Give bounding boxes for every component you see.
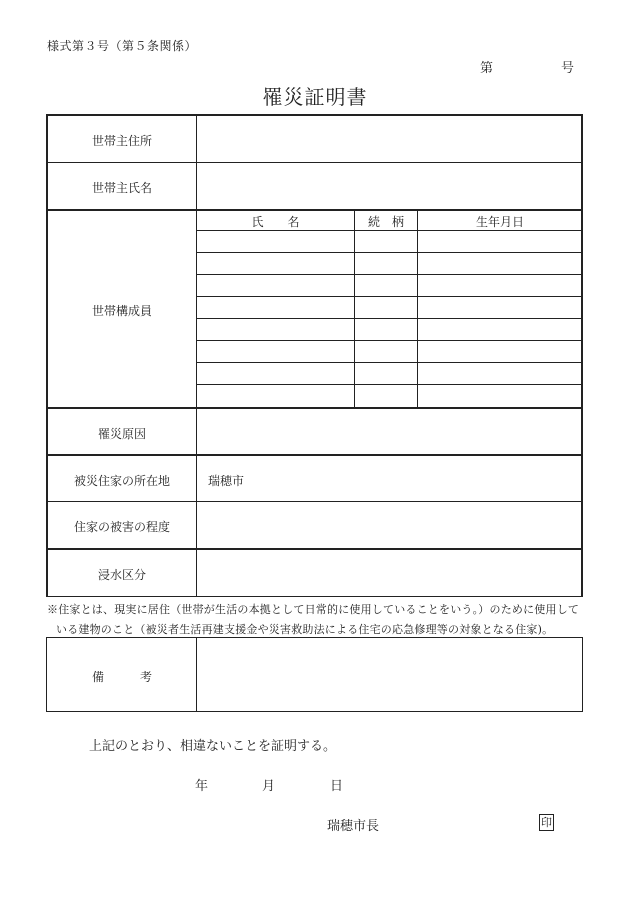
row-divider	[46, 209, 583, 211]
row-divider	[46, 454, 583, 456]
member-col-name: 氏 名	[251, 215, 300, 229]
date-month: 月	[262, 779, 276, 794]
certification-statement: 上記のとおり、相違ないことを証明する。	[89, 739, 337, 754]
certificate-number-suffix: 号	[561, 61, 575, 76]
remarks-top-border	[46, 637, 583, 638]
seal-stamp: 印	[541, 816, 552, 829]
bottom-border	[46, 596, 583, 597]
damaged-home-location-value: 瑞穂市	[208, 474, 245, 488]
label-damage-degree: 住家の被害の程度	[73, 520, 170, 534]
member-row-line	[196, 274, 582, 275]
note-line-2: いる建物のこと（被災者生活再建支援金や災害救助法による住宅の応急修理等の対象となる住家)。	[56, 623, 554, 636]
member-row-line	[196, 362, 582, 363]
member-col-divider	[354, 210, 355, 408]
row-divider	[46, 501, 583, 502]
label-flooding-category: 浸水区分	[97, 568, 146, 582]
row-divider	[46, 548, 583, 550]
row-divider	[46, 407, 583, 409]
member-row-line	[196, 318, 582, 319]
label-remarks: 備 考	[91, 670, 152, 684]
member-col-birthdate: 生年月日	[475, 215, 524, 229]
right-border	[581, 114, 583, 597]
label-damaged-home-location: 被災住家の所在地	[73, 474, 170, 488]
certificate-number-prefix: 第	[480, 61, 494, 76]
remarks-bottom-border	[46, 711, 583, 712]
label-cause: 罹災原因	[97, 427, 146, 441]
member-row-line	[196, 252, 582, 253]
label-household-address: 世帯主住所	[91, 134, 152, 148]
top-border	[46, 114, 583, 116]
member-col-relationship: 続 柄	[367, 215, 404, 229]
row-divider	[46, 162, 583, 163]
member-row-line	[196, 296, 582, 297]
member-row-line	[196, 384, 582, 385]
date-day: 日	[330, 779, 344, 794]
member-header-divider	[196, 230, 582, 231]
remarks-left-border	[46, 637, 47, 712]
label-household-members: 世帯構成員	[91, 304, 152, 318]
note-line-1: ※住家とは、現実に居住（世帯が生活の本拠として日常的に使用していることをいう。）のために使用して	[47, 603, 580, 616]
label-divider	[196, 114, 197, 597]
issuer-name: 瑞穂市長	[327, 819, 380, 834]
member-row-line	[196, 340, 582, 341]
date-year: 年	[195, 779, 209, 794]
remarks-divider	[196, 637, 197, 712]
remarks-right-border	[582, 637, 583, 712]
member-col-divider	[417, 210, 418, 408]
document-title: 罹災証明書	[262, 85, 368, 109]
label-household-head-name: 世帯主氏名	[91, 181, 152, 195]
form-number: 様式第３号（第５条関係）	[47, 39, 198, 53]
